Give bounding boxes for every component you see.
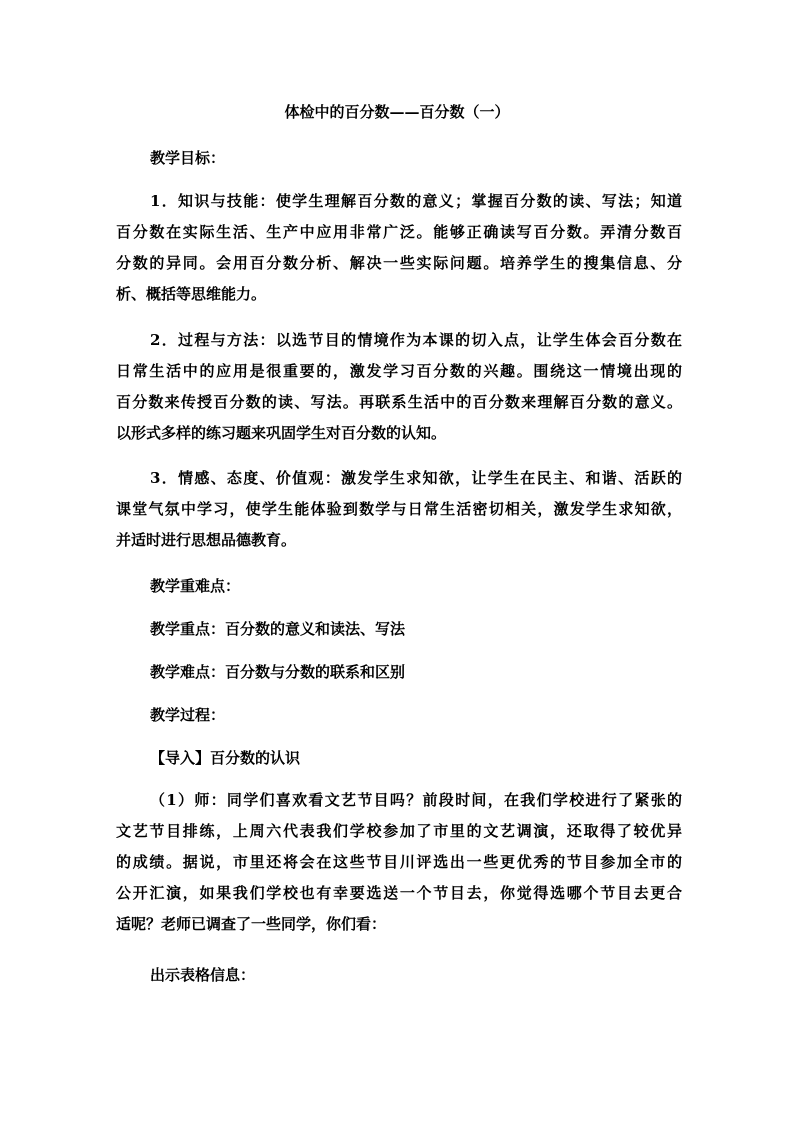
- objective-1-line: 百分数在实际生活、生产中应用非常广泛。能够正确读写百分数。弄清分数百: [116, 223, 682, 241]
- objectives-heading: 教学目标：: [150, 149, 226, 167]
- intro-line: 适呢？老师已调查了一些同学，你们看：: [116, 915, 387, 933]
- objective-2-line: 百分数来传授百分数的读、写法。再联系生活中的百分数来理解百分数的意义。: [116, 393, 682, 411]
- objective-1-line: 析、概括等思维能力。: [116, 285, 267, 303]
- objective-3-paragraph: [116, 463, 682, 556]
- intro-line: 公开汇演，如果我们学校也有幸要选送一个节目去，你觉得选哪个节目去更合: [116, 884, 682, 902]
- difficult-point: 教学难点：百分数与分数的联系和区别: [150, 663, 406, 681]
- objective-3-line: 课堂气氛中学习，使学生能体验到数学与日常生活密切相关，激发学生求知欲，: [116, 500, 682, 518]
- process-heading: 教学过程：: [150, 706, 226, 724]
- key-point: 教学重点：百分数的意义和读法、写法: [150, 620, 406, 638]
- intro-line: 的成绩。据说，市里还将会在这些节目川评选出一些更优秀的节目参加全市的: [116, 853, 682, 871]
- table-intro: 出示表格信息：: [150, 966, 256, 984]
- objective-1-paragraph: [116, 186, 682, 310]
- key-points-heading: 教学重难点：: [150, 577, 241, 595]
- objective-2-line: 2．过程与方法：以选节目的情境作为本课的切入点，让学生体会百分数在: [150, 331, 682, 349]
- document-title: 体检中的百分数——百分数（一）: [284, 103, 510, 121]
- objective-2-paragraph: [116, 325, 682, 449]
- objective-3-line: 3．情感、态度、价值观：激发学生求知欲，让学生在民主、和谐、活跃的: [150, 469, 682, 487]
- intro-line: （1）师：同学们喜欢看文艺节目吗？前段时间，在我们学校进行了紧张的: [150, 791, 682, 809]
- intro-heading: 【导入】百分数的认识: [150, 749, 301, 767]
- objective-1-line: 分数的异同。会用百分数分析、解决一些实际问题。培养学生的搜集信息、分: [116, 254, 682, 272]
- intro-paragraph: [116, 785, 682, 940]
- objective-2-line: 日常生活中的应用是很重要的，激发学习百分数的兴趣。围绕这一情境出现的: [116, 362, 682, 380]
- objective-1-line: 1．知识与技能：使学生理解百分数的意义；掌握百分数的读、写法；知道: [150, 192, 682, 210]
- objective-3-line: 并适时进行思想品德教育。: [116, 531, 297, 549]
- intro-line: 文艺节目排练，上周六代表我们学校参加了市里的文艺调演，还取得了较优异: [116, 822, 682, 840]
- objective-2-line: 以形式多样的练习题来巩固学生对百分数的认知。: [116, 424, 447, 442]
